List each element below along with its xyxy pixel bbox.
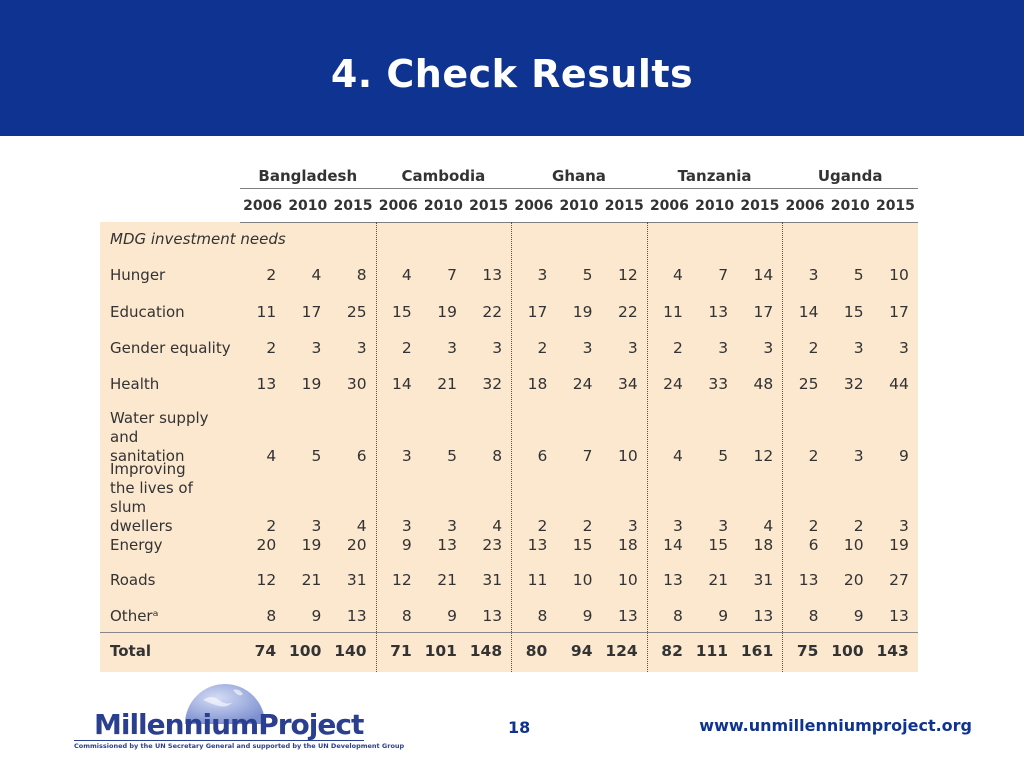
row-label: Education	[110, 303, 185, 321]
row-label: Water supply and sanitation	[110, 409, 209, 465]
table-cell: 2	[537, 339, 548, 357]
table-cell: 31	[482, 571, 503, 589]
table-row	[100, 607, 918, 626]
millennium-project-logo	[70, 680, 405, 755]
table-cell: 8	[356, 266, 367, 284]
table-cell: 17	[527, 303, 548, 321]
table-cell: 3	[627, 517, 638, 535]
table-cell: 21	[437, 375, 457, 393]
table-cell: 2	[808, 339, 819, 357]
table-cell: 12	[753, 447, 774, 465]
table-cell: 161	[740, 642, 774, 660]
website-link[interactable]: www.unmillenniumproject.org	[699, 716, 972, 735]
table-cell: 5	[447, 447, 457, 465]
table-cell: 9	[718, 607, 729, 625]
table-cell: 19	[301, 375, 322, 393]
table-cell: 15	[843, 303, 864, 321]
table-cell: 4	[401, 266, 412, 284]
table-cell: 22	[482, 303, 503, 321]
table-cell: 17	[753, 303, 774, 321]
table-cell: 3	[853, 339, 864, 357]
table-cell: 6	[356, 447, 367, 465]
table-cell: 80	[525, 642, 548, 660]
table-cell: 31	[753, 571, 774, 589]
table-row	[100, 375, 918, 394]
table-cell: 9	[401, 536, 412, 554]
year-header: 2006	[785, 198, 825, 214]
table-cell: 18	[617, 536, 638, 554]
table-cell: 3	[898, 517, 909, 535]
table-row	[100, 571, 918, 590]
table-cell: 9	[447, 607, 457, 625]
table-cell: 8	[808, 607, 819, 625]
table-cell: 4	[673, 266, 683, 284]
table-cell: 17	[301, 303, 322, 321]
table-cell: 8	[401, 607, 412, 625]
year-header: 2010	[288, 198, 328, 214]
table-cell: 25	[346, 303, 367, 321]
section-label: MDG investment needs	[110, 230, 286, 248]
table-cell: 19	[437, 303, 457, 321]
table-row	[100, 409, 918, 466]
table-cell: 100	[831, 642, 864, 660]
table-cell: 4	[356, 517, 367, 535]
table-cell: 20	[843, 571, 864, 589]
table-cell: 23	[482, 536, 503, 554]
table-cell: 7	[718, 266, 729, 284]
table-cell: 10	[572, 571, 593, 589]
logo-wordmark: MillenniumProject	[94, 708, 364, 741]
year-header: 2006	[649, 198, 689, 214]
country-header: Ghana	[552, 167, 606, 185]
country-header: Bangladesh	[258, 167, 358, 185]
table-cell: 31	[346, 571, 367, 589]
table-cell: 2	[537, 517, 548, 535]
table-row	[100, 460, 918, 536]
table-cell: 13	[437, 536, 457, 554]
table-cell: 13	[617, 607, 638, 625]
table-cell: 11	[527, 571, 548, 589]
table-cell: 20	[346, 536, 367, 554]
table-cell: 9	[582, 607, 593, 625]
table-cell: 13	[256, 375, 277, 393]
table-cell: 21	[708, 571, 729, 589]
table-cell: 4	[673, 447, 683, 465]
table-cell: 2	[266, 339, 277, 357]
table-cell: 3	[537, 266, 548, 284]
logo-caption: Commissioned by the UN Secretary General and supported by the UN Development Group	[74, 742, 405, 750]
table-cell: 33	[708, 375, 729, 393]
table-cell: 13	[798, 571, 819, 589]
table-cell: 12	[392, 571, 412, 589]
table-cell: 20	[256, 536, 277, 554]
table-cell: 2	[582, 517, 593, 535]
table-cell: 21	[301, 571, 322, 589]
table-cell: 10	[617, 447, 638, 465]
table-cell: 12	[256, 571, 277, 589]
slide-title: 4. Check Results	[330, 52, 694, 96]
table-cell: 11	[256, 303, 277, 321]
table-cell: 34	[617, 375, 638, 393]
table-cell: 8	[492, 447, 503, 465]
table-cell: 25	[798, 375, 819, 393]
table-cell: 5	[853, 266, 864, 284]
table-cell: 24	[572, 375, 593, 393]
table-cell: 3	[673, 517, 683, 535]
table-row	[100, 339, 918, 358]
table-cell: 15	[708, 536, 729, 554]
table-cell: 13	[482, 266, 503, 284]
table-cell: 13	[708, 303, 729, 321]
year-header: 2010	[559, 198, 599, 214]
table-cell: 13	[889, 607, 909, 625]
table-cell: 32	[482, 375, 503, 393]
table-cell: 3	[582, 339, 593, 357]
table-cell: 3	[718, 339, 729, 357]
country-header: Cambodia	[401, 167, 486, 185]
table-cell: 140	[334, 642, 367, 660]
table-cell: 9	[853, 607, 864, 625]
row-label: Hunger	[110, 266, 166, 284]
year-header: 2010	[695, 198, 735, 214]
table-cell: 8	[266, 607, 277, 625]
table-cell: 10	[843, 536, 864, 554]
table-cell: 9	[898, 447, 909, 465]
table-cell: 3	[311, 339, 322, 357]
country-header: Uganda	[817, 167, 883, 185]
table-row	[100, 303, 918, 322]
table-cell: 6	[808, 536, 819, 554]
table-cell: 30	[346, 375, 367, 393]
row-label: Roads	[110, 571, 156, 589]
table-cell: 100	[289, 642, 322, 660]
table-cell: 22	[617, 303, 638, 321]
row-label: Energy	[110, 536, 163, 554]
country-header: Tanzania	[677, 167, 752, 185]
row-label: Gender equality	[110, 339, 231, 357]
table-cell: 13	[482, 607, 503, 625]
table-cell: 13	[663, 571, 683, 589]
table-cell: 24	[663, 375, 683, 393]
table-cell: 148	[469, 642, 503, 660]
table-cell: 4	[763, 517, 774, 535]
table-cell: 44	[889, 375, 909, 393]
table-cell: 3	[718, 517, 729, 535]
row-label: Health	[110, 375, 160, 393]
table-cell: 3	[401, 517, 412, 535]
table-cell: 3	[447, 517, 457, 535]
year-header: 2010	[830, 198, 870, 214]
table-cell: 18	[753, 536, 774, 554]
table-cell: 71	[390, 642, 412, 660]
year-header: 2006	[514, 198, 554, 214]
table-cell: 74	[254, 642, 277, 660]
table-cell: 2	[266, 517, 277, 535]
table-cell: 3	[447, 339, 457, 357]
table-cell: 3	[627, 339, 638, 357]
table-cell: 18	[527, 375, 548, 393]
year-header: 2015	[875, 198, 915, 214]
table-cell: 14	[663, 536, 683, 554]
table-cell: 2	[673, 339, 683, 357]
table-cell: 3	[311, 517, 322, 535]
table-cell: 19	[572, 303, 593, 321]
table-cell: 4	[311, 266, 322, 284]
year-header: 2006	[378, 198, 418, 214]
table-cell: 32	[843, 375, 864, 393]
table-row	[100, 266, 918, 285]
table-cell: 14	[798, 303, 819, 321]
table-cell: 13	[527, 536, 548, 554]
year-header: 2015	[604, 198, 644, 214]
total-divider	[100, 632, 918, 633]
table-cell: 15	[392, 303, 412, 321]
table-cell: 3	[898, 339, 909, 357]
table-cell: 10	[617, 571, 638, 589]
table-cell: 75	[796, 642, 819, 660]
logo-divider	[74, 740, 364, 741]
table-cell: 7	[447, 266, 457, 284]
year-header: 2015	[740, 198, 780, 214]
table-cell: 4	[492, 517, 503, 535]
year-header: 2015	[333, 198, 373, 214]
table-cell: 3	[356, 339, 367, 357]
table-cell: 6	[537, 447, 548, 465]
year-header: 2010	[423, 198, 463, 214]
table-cell: 2	[853, 517, 864, 535]
table-cell: 10	[889, 266, 909, 284]
table-cell: 13	[753, 607, 774, 625]
table-cell: 2	[808, 447, 819, 465]
table-cell: 143	[876, 642, 909, 660]
investment-needs-table	[100, 160, 918, 672]
table-cell: 124	[605, 642, 638, 660]
table-cell: 14	[753, 266, 774, 284]
table-cell: 15	[572, 536, 593, 554]
country-header-row	[240, 160, 918, 189]
table-cell: 82	[661, 642, 683, 660]
table-cell: 7	[582, 447, 593, 465]
table-cell: 3	[401, 447, 412, 465]
table-cell: 11	[663, 303, 683, 321]
table-cell: 3	[763, 339, 774, 357]
row-label: Improving the lives of slum dwellers	[110, 460, 193, 535]
table-cell: 13	[346, 607, 367, 625]
table-cell: 3	[808, 266, 819, 284]
table-cell: 101	[424, 642, 457, 660]
table-cell: 5	[311, 447, 322, 465]
title-banner	[0, 0, 1024, 136]
table-cell: 8	[537, 607, 548, 625]
table-row	[100, 536, 918, 555]
table-cell: 21	[437, 571, 457, 589]
table-cell: 111	[695, 642, 729, 660]
year-header: 2015	[469, 198, 509, 214]
table-cell: 8	[673, 607, 683, 625]
row-label: Total	[110, 642, 151, 660]
table-cell: 5	[718, 447, 729, 465]
table-cell: 2	[266, 266, 277, 284]
table-cell: 5	[582, 266, 593, 284]
table-cell: 14	[392, 375, 412, 393]
table-cell: 4	[266, 447, 277, 465]
table-cell: 48	[753, 375, 774, 393]
table-cell: 19	[301, 536, 322, 554]
table-cell: 12	[617, 266, 638, 284]
table-cell: 17	[889, 303, 909, 321]
table-cell: 2	[808, 517, 819, 535]
table-cell: 19	[889, 536, 909, 554]
table-cell: 3	[492, 339, 503, 357]
total-row	[100, 642, 918, 661]
table-cell: 3	[853, 447, 864, 465]
year-header: 2006	[243, 198, 283, 214]
row-label: Otherᵃ	[110, 607, 159, 625]
year-header-row	[240, 190, 918, 223]
table-cell: 27	[889, 571, 909, 589]
table-cell: 94	[570, 642, 593, 660]
table-cell: 2	[401, 339, 412, 357]
page-number: 18	[508, 718, 531, 737]
table-cell: 9	[311, 607, 322, 625]
